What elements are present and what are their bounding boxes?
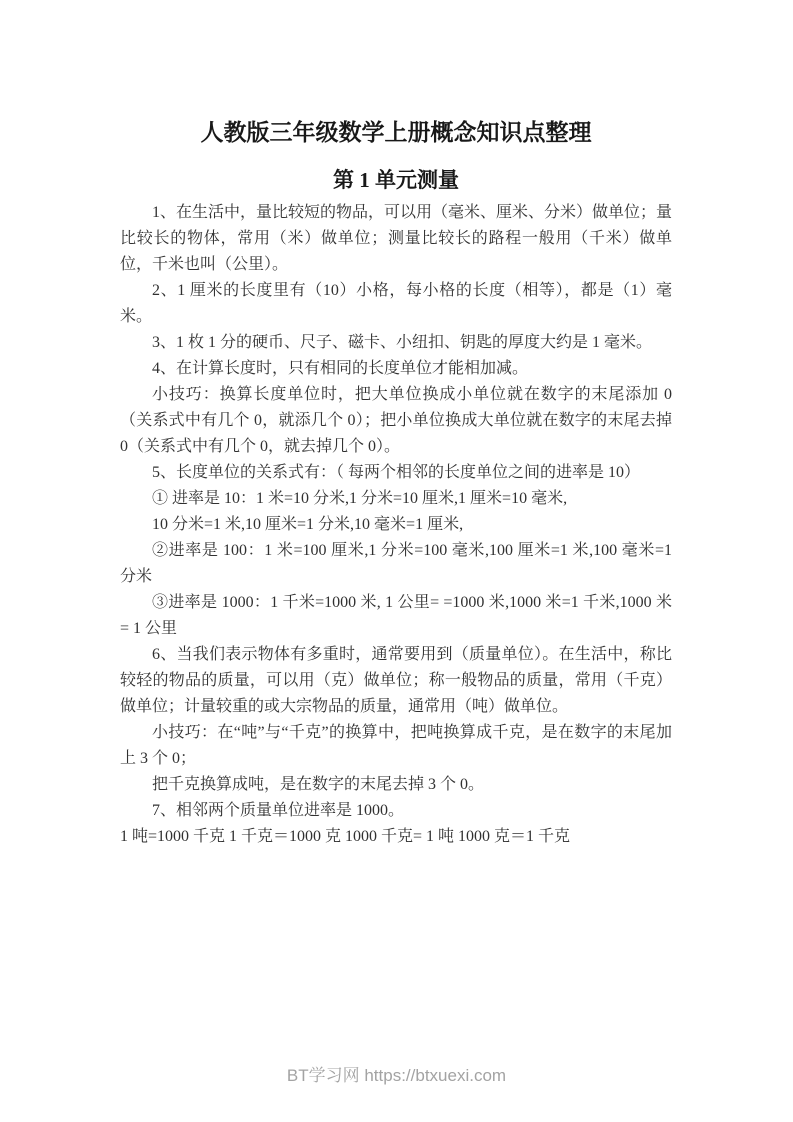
paragraph-2-centimeter-grid: 2、1 厘米的长度里有（10）小格，每小格的长度（相等），都是（1）毫米。 (120, 282, 672, 325)
paragraph-3-millimeter-examples: 3、1 枚 1 分的硬币、尺子、磁卡、小纽扣、钥匙的厚度大约是 1 毫米。 (152, 334, 653, 351)
paragraph-1-length-units: 1、在生活中，量比较短的物品，可以用（毫米、厘米、分米）做单位；量比较长的物体，常用（米）做单位；测量比较长的路程一般用（千米）做单位，千米也叫（公里）。 (120, 204, 673, 273)
paragraph-7-mass-rate: 7、相邻两个质量单位进率是 1000。 (152, 802, 405, 819)
paragraph-5-length-relations: 5、长度单位的关系式有：（ 每两个相邻的长度单位之间的进率是 10） (152, 464, 641, 481)
paragraph-6-mass-units: 6、当我们表示物体有多重时，通常要用到（质量单位）。在生活中，称比较轻的物品的质量，可以用（克）做单位；称一般物品的质量，常用（千克）做单位；计量较重的或大宗物品的质量，通常用（吨）做单位。 (120, 646, 672, 715)
paragraph-6-tip-kg-ton: 把千克换算成吨，是在数字的末尾去掉 3 个 0。 (152, 776, 485, 793)
paragraph-4-same-unit-rule: 4、在计算长度时，只有相同的长度单位才能相加减。 (152, 360, 529, 377)
paragraph-5-item-rate100: ②进率是 100：1 米=100 厘米,1 分米=100 毫米,100 厘米=1 米,100 毫米=1 分米 (120, 542, 672, 585)
paragraph-5-item-rate1000: ③进率是 1000：1 千米=1000 米, 1 公里= =1000 米,1000 米=1 千米,1000 米 = 1 公里 (120, 594, 672, 637)
section-heading-unit1: 第 1 单元测量 (333, 168, 459, 192)
paragraph-6-tip-ton-kg: 小技巧：在“吨”与“千克”的换算中，把吨换算成千克，是在数字的末尾加上 3 个 0； (120, 724, 672, 767)
document-title: 人教版三年级数学上册概念知识点整理 (200, 120, 592, 145)
paragraph-5-item-rate10: ① 进率是 10：1 米=10 分米,1 分米=10 厘米,1 厘米=10 毫米, (152, 490, 568, 507)
watermark-site-url: BT学习网 https://btxuexi.com (286, 1066, 507, 1085)
paragraph-5-item-rate10-reverse: 10 分米=1 米,10 厘米=1 分米,10 毫米=1 厘米, (152, 516, 464, 533)
paragraph-7-mass-formulas: 1 吨=1000 千克 1 千克＝1000 克 1000 千克= 1 吨 1000 克＝1 千克 (120, 828, 571, 845)
paragraph-4-tip-length-conversion: 小技巧：换算长度单位时，把大单位换成小单位就在数字的末尾添加 0（关系式中有几个 0，就添几个 0）；把小单位换成大单位就在数字的末尾去掉 0（关系式中有几个 0，就去掉几个 0）。 (120, 386, 672, 455)
